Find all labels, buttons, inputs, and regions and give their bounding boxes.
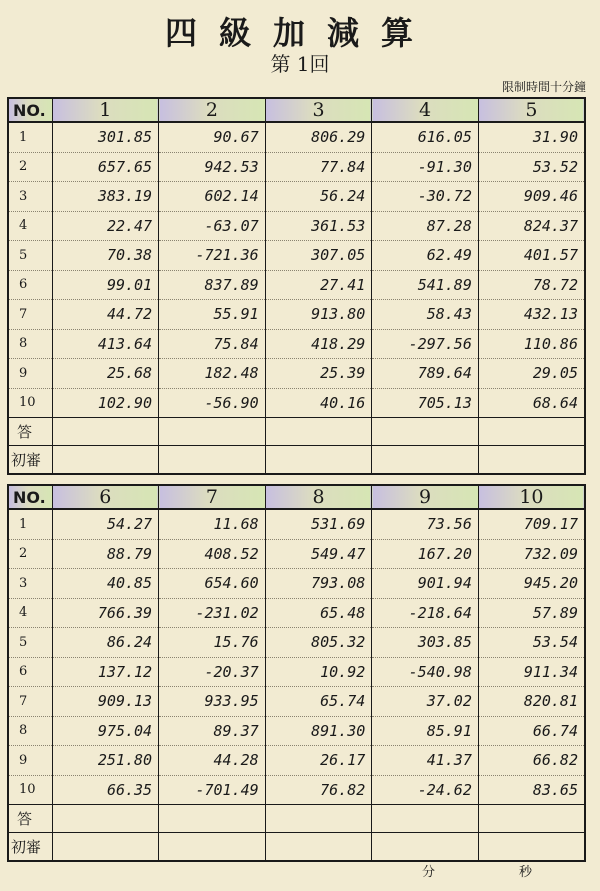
column-header: 9: [372, 485, 479, 509]
row-number: 5: [8, 241, 52, 271]
value-cell: 616.05: [372, 122, 479, 152]
value-cell: 909.13: [52, 687, 159, 717]
table-row: [8, 122, 585, 152]
value-cell: 58.43: [372, 300, 479, 330]
value-cell: 806.29: [265, 122, 372, 152]
value-cell: 137.12: [52, 657, 159, 687]
value-cell: 766.39: [52, 598, 159, 628]
check-cell[interactable]: [52, 833, 159, 862]
value-cell: 65.74: [265, 687, 372, 717]
value-cell: -231.02: [159, 598, 266, 628]
value-cell: 70.38: [52, 241, 159, 271]
column-header: 7: [159, 485, 266, 509]
answer-cell[interactable]: [372, 805, 479, 833]
value-cell: 657.65: [52, 152, 159, 182]
check-cell[interactable]: [372, 446, 479, 475]
value-cell: 805.32: [265, 628, 372, 658]
value-cell: 942.53: [159, 152, 266, 182]
answer-row: [8, 805, 585, 833]
value-cell: 73.56: [372, 509, 479, 539]
page-title: 四級加減算: [164, 14, 435, 52]
value-cell: 408.52: [159, 539, 266, 569]
row-number: 5: [8, 628, 52, 658]
check-cell[interactable]: [478, 446, 585, 475]
row-number: 8: [8, 329, 52, 359]
value-cell: 66.82: [478, 746, 585, 776]
value-cell: 25.68: [52, 359, 159, 389]
value-cell: 709.17: [478, 509, 585, 539]
answer-cell[interactable]: [372, 418, 479, 446]
row-number: 4: [8, 211, 52, 241]
table-row: [8, 628, 585, 658]
value-cell: 307.05: [265, 241, 372, 271]
column-header: 1: [52, 98, 159, 122]
value-cell: 90.67: [159, 122, 266, 152]
row-number: 6: [8, 657, 52, 687]
table-row: [8, 241, 585, 271]
value-cell: 945.20: [478, 569, 585, 599]
value-cell: 901.94: [372, 569, 479, 599]
check-cell[interactable]: [52, 446, 159, 475]
value-cell: 77.84: [265, 152, 372, 182]
row-number: 1: [8, 122, 52, 152]
value-cell: 705.13: [372, 388, 479, 418]
value-cell: 53.54: [478, 628, 585, 658]
value-cell: 383.19: [52, 182, 159, 212]
value-cell: 57.89: [478, 598, 585, 628]
table-row: [8, 657, 585, 687]
value-cell: 76.82: [265, 775, 372, 805]
column-header: 5: [478, 98, 585, 122]
row-number: 7: [8, 300, 52, 330]
table-row: [8, 300, 585, 330]
value-cell: -540.98: [372, 657, 479, 687]
problem-table-1: [7, 97, 586, 475]
value-cell: 44.28: [159, 746, 266, 776]
row-number: 8: [8, 716, 52, 746]
value-cell: 99.01: [52, 270, 159, 300]
check-row: [8, 833, 585, 862]
table-row: [8, 182, 585, 212]
value-cell: 56.24: [265, 182, 372, 212]
minutes-label: 分: [422, 865, 436, 880]
value-cell: -701.49: [159, 775, 266, 805]
table-row: [8, 509, 585, 539]
value-cell: 413.64: [52, 329, 159, 359]
value-cell: -56.90: [159, 388, 266, 418]
check-label: 初審: [8, 833, 52, 862]
value-cell: -218.64: [372, 598, 479, 628]
column-header: 8: [265, 485, 372, 509]
row-number: 9: [8, 359, 52, 389]
column-header: 4: [372, 98, 479, 122]
value-cell: 182.48: [159, 359, 266, 389]
value-cell: 65.48: [265, 598, 372, 628]
table-body: [8, 122, 585, 474]
round-label: 第 1回: [270, 52, 330, 76]
value-cell: 418.29: [265, 329, 372, 359]
value-cell: 549.47: [265, 539, 372, 569]
value-cell: 66.74: [478, 716, 585, 746]
value-cell: 78.72: [478, 270, 585, 300]
value-cell: 820.81: [478, 687, 585, 717]
problem-table-2: [7, 484, 586, 862]
table-row: [8, 388, 585, 418]
table-row: [8, 687, 585, 717]
value-cell: 251.80: [52, 746, 159, 776]
answer-cell[interactable]: [478, 805, 585, 833]
check-row: [8, 446, 585, 475]
value-cell: 541.89: [372, 270, 479, 300]
value-cell: 401.57: [478, 241, 585, 271]
value-cell: 83.65: [478, 775, 585, 805]
row-number: 10: [8, 388, 52, 418]
row-number: 6: [8, 270, 52, 300]
value-cell: 837.89: [159, 270, 266, 300]
value-cell: 86.24: [52, 628, 159, 658]
table-header-row: [8, 98, 585, 122]
table-body: [8, 509, 585, 861]
value-cell: 602.14: [159, 182, 266, 212]
value-cell: 29.05: [478, 359, 585, 389]
answer-label: 答: [8, 418, 52, 446]
answer-cell[interactable]: [478, 418, 585, 446]
value-cell: 732.09: [478, 539, 585, 569]
value-cell: 37.02: [372, 687, 479, 717]
value-cell: 909.46: [478, 182, 585, 212]
value-cell: -20.37: [159, 657, 266, 687]
answer-cell[interactable]: [159, 418, 266, 446]
value-cell: 110.86: [478, 329, 585, 359]
check-label: 初審: [8, 446, 52, 475]
value-cell: 531.69: [265, 509, 372, 539]
check-cell[interactable]: [265, 833, 372, 862]
check-cell[interactable]: [159, 446, 266, 475]
row-number: 2: [8, 539, 52, 569]
column-header: 2: [159, 98, 266, 122]
check-cell[interactable]: [159, 833, 266, 862]
value-cell: 824.37: [478, 211, 585, 241]
value-cell: -24.62: [372, 775, 479, 805]
value-cell: 933.95: [159, 687, 266, 717]
value-cell: 44.72: [52, 300, 159, 330]
value-cell: 167.20: [372, 539, 479, 569]
row-number: 4: [8, 598, 52, 628]
value-cell: 102.90: [52, 388, 159, 418]
row-number: 3: [8, 569, 52, 599]
column-header: 3: [265, 98, 372, 122]
value-cell: 54.27: [52, 509, 159, 539]
table-row: [8, 598, 585, 628]
column-header: 10: [478, 485, 585, 509]
row-number: 3: [8, 182, 52, 212]
value-cell: -30.72: [372, 182, 479, 212]
table-row: [8, 746, 585, 776]
answer-cell[interactable]: [265, 805, 372, 833]
answer-cell[interactable]: [52, 418, 159, 446]
value-cell: 75.84: [159, 329, 266, 359]
column-header: 6: [52, 485, 159, 509]
table-row: [8, 270, 585, 300]
value-cell: -297.56: [372, 329, 479, 359]
answer-row: [8, 418, 585, 446]
table-row: [8, 569, 585, 599]
value-cell: 88.79: [52, 539, 159, 569]
table-header-row: [8, 485, 585, 509]
value-cell: 85.91: [372, 716, 479, 746]
value-cell: 11.68: [159, 509, 266, 539]
table-row: [8, 211, 585, 241]
value-cell: -63.07: [159, 211, 266, 241]
value-cell: 361.53: [265, 211, 372, 241]
value-cell: 15.76: [159, 628, 266, 658]
row-number: 9: [8, 746, 52, 776]
value-cell: 25.39: [265, 359, 372, 389]
value-cell: 913.80: [265, 300, 372, 330]
seconds-label: 秒: [519, 865, 533, 880]
check-cell[interactable]: [372, 833, 479, 862]
table-row: [8, 152, 585, 182]
value-cell: -91.30: [372, 152, 479, 182]
value-cell: 87.28: [372, 211, 479, 241]
value-cell: 654.60: [159, 569, 266, 599]
table-row: [8, 359, 585, 389]
row-number: 1: [8, 509, 52, 539]
time-limit-label: 限制時間十分鐘: [501, 80, 586, 94]
value-cell: 10.92: [265, 657, 372, 687]
row-number: 7: [8, 687, 52, 717]
check-cell[interactable]: [265, 446, 372, 475]
answer-cell[interactable]: [265, 418, 372, 446]
value-cell: 22.47: [52, 211, 159, 241]
answer-label: 答: [8, 805, 52, 833]
value-cell: 55.91: [159, 300, 266, 330]
value-cell: 793.08: [265, 569, 372, 599]
value-cell: 41.37: [372, 746, 479, 776]
table-row: [8, 539, 585, 569]
value-cell: 31.90: [478, 122, 585, 152]
no-header: NO.: [8, 98, 52, 122]
no-header: NO.: [8, 485, 52, 509]
value-cell: 53.52: [478, 152, 585, 182]
value-cell: 27.41: [265, 270, 372, 300]
table-row: [8, 329, 585, 359]
table-row: [8, 716, 585, 746]
value-cell: 301.85: [52, 122, 159, 152]
answer-cell[interactable]: [159, 805, 266, 833]
value-cell: 40.85: [52, 569, 159, 599]
value-cell: 89.37: [159, 716, 266, 746]
value-cell: 66.35: [52, 775, 159, 805]
table-row: [8, 775, 585, 805]
value-cell: 40.16: [265, 388, 372, 418]
value-cell: 62.49: [372, 241, 479, 271]
value-cell: 68.64: [478, 388, 585, 418]
check-cell[interactable]: [478, 833, 585, 862]
answer-cell[interactable]: [52, 805, 159, 833]
value-cell: 26.17: [265, 746, 372, 776]
value-cell: 789.64: [372, 359, 479, 389]
row-number: 10: [8, 775, 52, 805]
value-cell: 891.30: [265, 716, 372, 746]
value-cell: -721.36: [159, 241, 266, 271]
value-cell: 432.13: [478, 300, 585, 330]
value-cell: 911.34: [478, 657, 585, 687]
row-number: 2: [8, 152, 52, 182]
value-cell: 975.04: [52, 716, 159, 746]
value-cell: 303.85: [372, 628, 479, 658]
